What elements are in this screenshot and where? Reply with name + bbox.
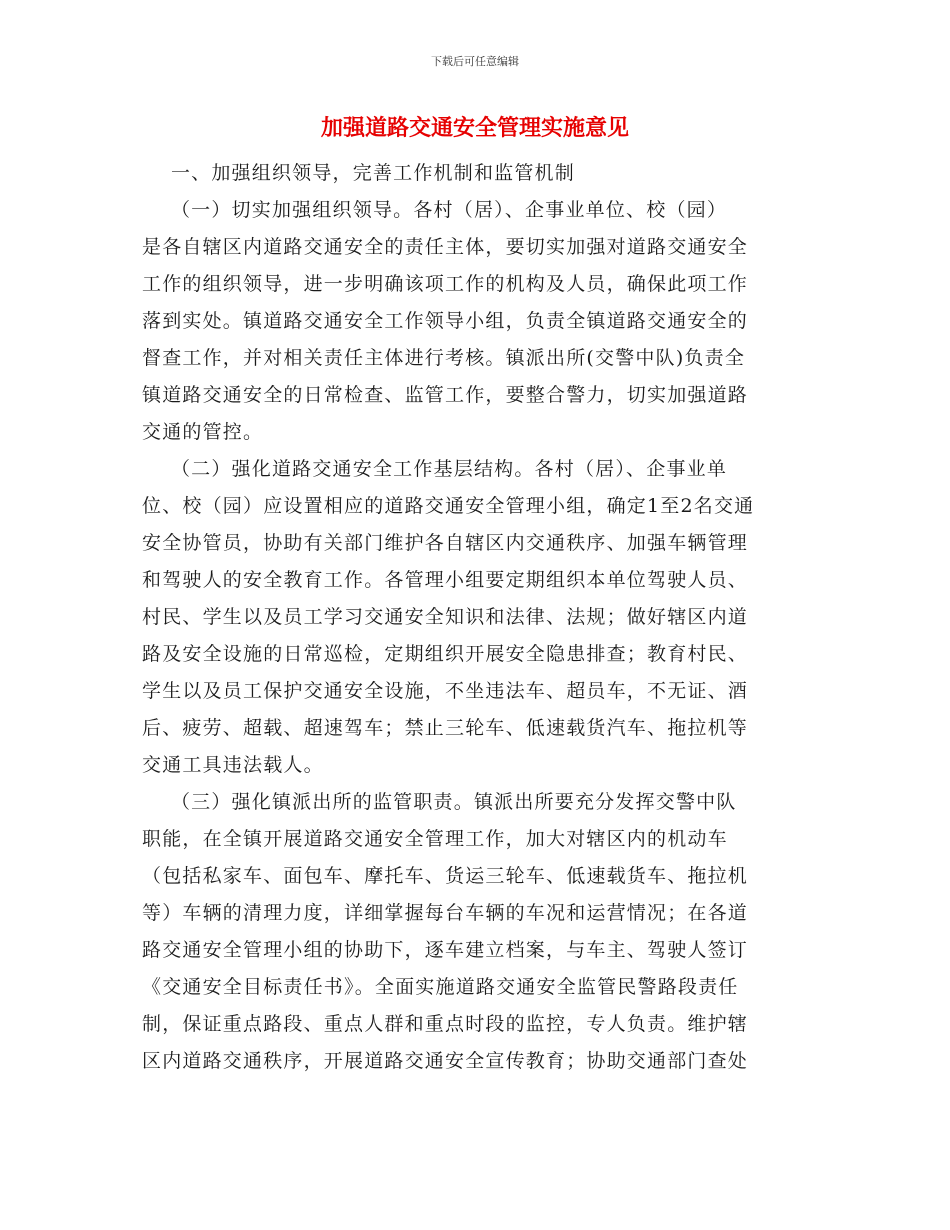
body-line: 安全协管员，协助有关部门维护各自辖区内交通秩序、加强车辆管理 bbox=[142, 532, 749, 554]
body-line: 落到实处。镇道路交通安全工作领导小组，负责全镇道路交通安全的 bbox=[142, 310, 749, 332]
body-line: 一、加强组织领导，完善工作机制和监管机制 bbox=[142, 162, 575, 184]
body-line: 村民、学生以及员工学习交通安全知识和法律、法规；做好辖区内道 bbox=[142, 606, 749, 628]
body-line: 交通的管控。 bbox=[142, 421, 264, 443]
body-line: 区内道路交通秩序，开展道路交通安全宣传教育；协助交通部门查处 bbox=[142, 1050, 749, 1072]
body-line: 路交通安全管理小组的协助下，逐车建立档案，与车主、驾驶人签订 bbox=[142, 939, 749, 961]
page-header: 下载后可任意编辑 bbox=[431, 55, 519, 68]
body-line: 工作的组织领导，进一步明确该项工作的机构及人员，确保此项工作 bbox=[142, 273, 749, 295]
body-line: 督查工作，并对相关责任主体进行考核。镇派出所(交警中队)负责全 bbox=[142, 347, 746, 369]
body-line: 位、校（园）应设置相应的道路交通安全管理小组，确定1至2名交通 bbox=[142, 495, 755, 517]
body-line: （三）强化镇派出所的监管职责。镇派出所要充分发挥交警中队 bbox=[142, 791, 737, 813]
body-line: 后、疲劳、超载、超速驾车；禁止三轮车、低速载货汽车、拖拉机等 bbox=[142, 717, 749, 739]
body-line: 等）车辆的清理力度，详细掌握每台车辆的车况和运营情况；在各道 bbox=[142, 902, 749, 924]
body-line: 是各自辖区内道路交通安全的责任主体，要切实加强对道路交通安全 bbox=[142, 236, 749, 258]
document-body bbox=[142, 155, 817, 1080]
body-line: 制，保证重点路段、重点人群和重点时段的监控，专人负责。维护辖 bbox=[142, 1013, 749, 1035]
body-line: （一）切实加强组织领导。各村（居）、企事业单位、校（园） bbox=[142, 199, 728, 221]
body-line: 学生以及员工保护交通安全设施，不坐违法车、超员车，不无证、酒 bbox=[142, 680, 749, 702]
body-line: 路及安全设施的日常巡检，定期组织开展安全隐患排查；教育村民、 bbox=[142, 643, 749, 665]
body-line: （二）强化道路交通安全工作基层结构。各村（居）、企事业单 bbox=[142, 458, 728, 480]
body-line: 《交通安全目标责任书》。全面实施道路交通安全监管民警路段责任 bbox=[142, 976, 739, 998]
body-line: 和驾驶人的安全教育工作。各管理小组要定期组织本单位驾驶人员、 bbox=[142, 569, 749, 591]
body-line: 交通工具违法载人。 bbox=[142, 754, 324, 776]
body-line: （包括私家车、面包车、摩托车、货运三轮车、低速载货车、拖拉机 bbox=[142, 865, 749, 887]
body-line: 职能，在全镇开展道路交通安全管理工作，加大对辖区内的机动车 bbox=[142, 828, 728, 850]
body-line: 镇道路交通安全的日常检查、监管工作，要整合警力，切实加强道路 bbox=[142, 384, 749, 406]
document-title: 加强道路交通安全管理实施意见 bbox=[320, 115, 629, 141]
